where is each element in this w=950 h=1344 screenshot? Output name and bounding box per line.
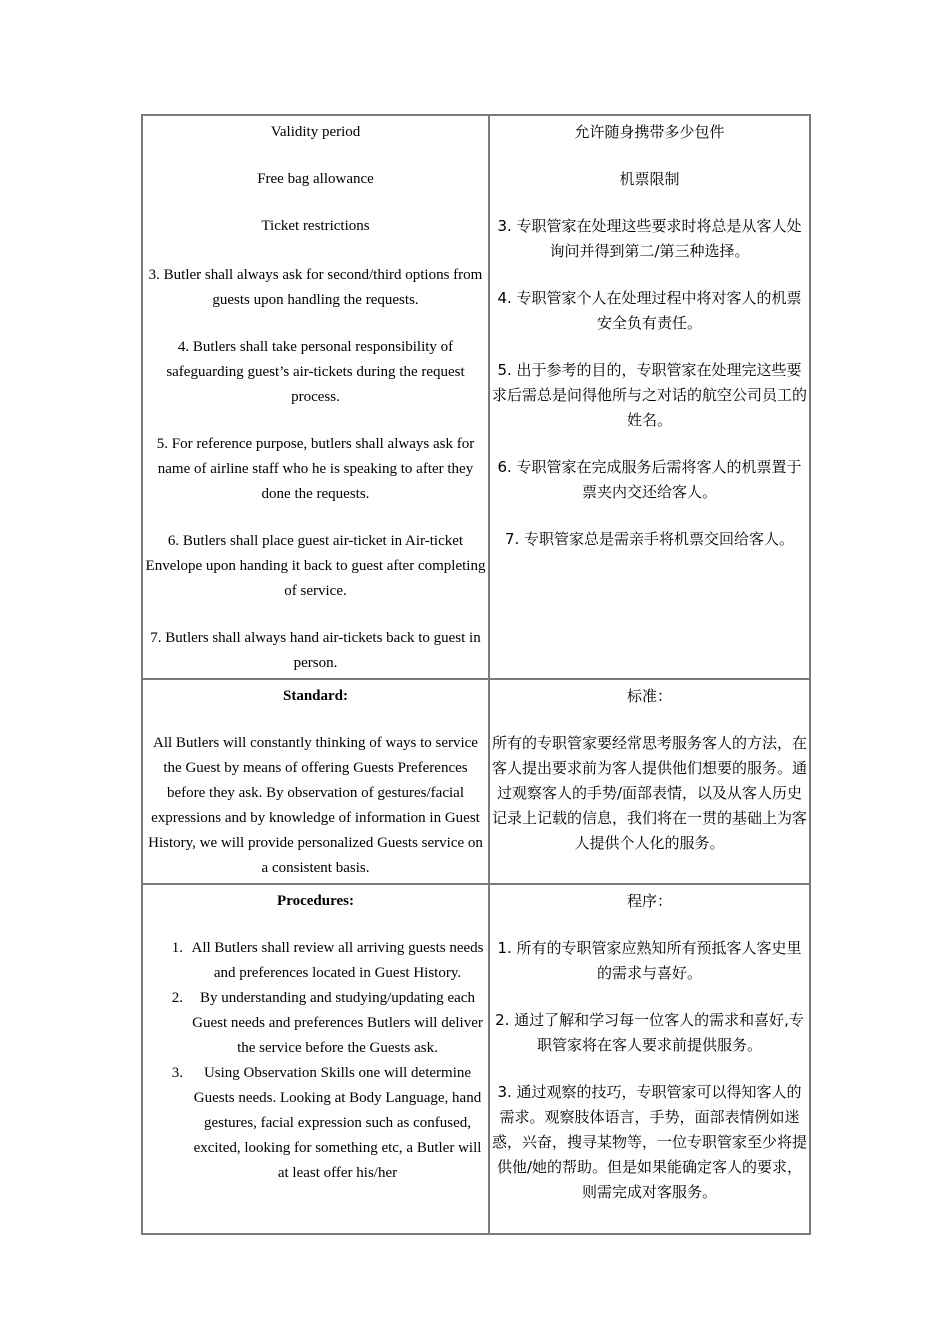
list-item (145, 936, 486, 986)
zh-paragraph: 3. 通过观察的技巧，专职管家可以得知客人的需求。观察肢体语言，手势，面部表情例如迷惑，兴奋，搜寻某物等，一位专职管家至少将提供他/她的帮助。但是如果能确定客人的要求，则需完成对客服务。 (492, 1083, 808, 1201)
procedures-heading-zh: 程序： (626, 892, 672, 910)
standard-heading-zh: 标准： (626, 687, 672, 705)
zh-line: 机票限制 (619, 170, 680, 188)
zh-paragraph: 1. 所有的专职管家应熟知所有预抵客人客史里的需求与喜好。 (497, 939, 802, 982)
english-cell (142, 679, 489, 884)
en-line: Free bag allowance (257, 171, 374, 187)
table-row (142, 679, 810, 884)
en-line: Validity period (270, 124, 361, 140)
list-item (145, 986, 486, 1061)
zh-paragraph: 3. 专职管家在处理这些要求时将总是从客人处询问并得到第二/第三种选择。 (497, 217, 802, 260)
list-number: 2. (171, 990, 183, 1006)
english-cell (142, 884, 489, 1234)
chinese-cell (489, 884, 810, 1234)
table-row (142, 115, 810, 679)
chinese-cell (489, 115, 810, 679)
en-paragraph: 5. For reference purpose, butlers shall always ask for name of airline staff who he is speaking to after they done the requests. (156, 436, 475, 502)
standard-heading: Standard: (282, 688, 349, 704)
en-paragraph: 6. Butlers shall place guest air-ticket in Air-ticket Envelope upon handing it back to guest after completing of service. (145, 533, 486, 599)
zh-paragraph: 4. 专职管家个人在处理过程中将对客人的机票安全负有责任。 (497, 289, 802, 332)
list-text: By understanding and studying/updating each Guest needs and preferences Butlers will deliver the service before the Guests ask. (192, 990, 483, 1056)
list-text: Using Observation Skills one will determine Guests needs. Looking at Body Language, hand gestures, facial expression such as confused, excited, looking for something etc, a Butler will at least offer his/her (193, 1065, 482, 1181)
zh-paragraph: 7. 专职管家总是需亲手将机票交回给客人。 (504, 530, 795, 548)
standard-body-zh: 所有的专职管家要经常思考服务客人的方法，在客人提出要求前为客人提供他们想要的服务。通过观察客人的手势/面部表情，以及从客人历史记录上记载的信息，我们将在一贯的基础上为客人提供个人化的服务。 (492, 734, 808, 852)
procedures-heading: Procedures: (277, 893, 354, 909)
zh-paragraph: 5. 出于参考的目的，专职管家在处理完这些要求后需总是问得他所与之对话的航空公司员工的姓名。 (492, 361, 808, 429)
english-cell (142, 115, 489, 679)
zh-paragraph: 6. 专职管家在完成服务后需将客人的机票置于票夹内交还给客人。 (497, 458, 802, 501)
en-paragraph: 4. Butlers shall take personal responsibility of safeguarding guest’s air-tickets during the request process. (166, 339, 465, 405)
table-row (142, 884, 810, 1234)
en-line: Ticket restrictions (261, 218, 370, 234)
list-number: 1. (171, 940, 183, 956)
chinese-cell (489, 679, 810, 884)
zh-paragraph: 2. 通过了解和学习每一位客人的需求和喜好,专职管家将在客人要求前提供服务。 (495, 1011, 804, 1054)
en-paragraph: 3. Butler shall always ask for second/third options from guests upon handling the requests. (148, 267, 483, 308)
standard-body: All Butlers will constantly thinking of ways to service the Guest by means of offering Guests Preferences before they ask. By observation of gestures/facial expressions and by knowledge of information in Guest History, we will provide personalized Guests service on a consistent basis. (148, 735, 483, 876)
bilingual-sop-table (141, 114, 811, 1235)
list-number: 3. (171, 1065, 183, 1081)
en-paragraph: 7. Butlers shall always hand air-tickets back to guest in person. (150, 630, 481, 671)
procedures-list (145, 936, 486, 1186)
zh-line: 允许随身携带多少包件 (574, 123, 725, 141)
list-text: All Butlers shall review all arriving guests needs and preferences located in Guest History. (191, 940, 484, 981)
list-item (145, 1061, 486, 1186)
